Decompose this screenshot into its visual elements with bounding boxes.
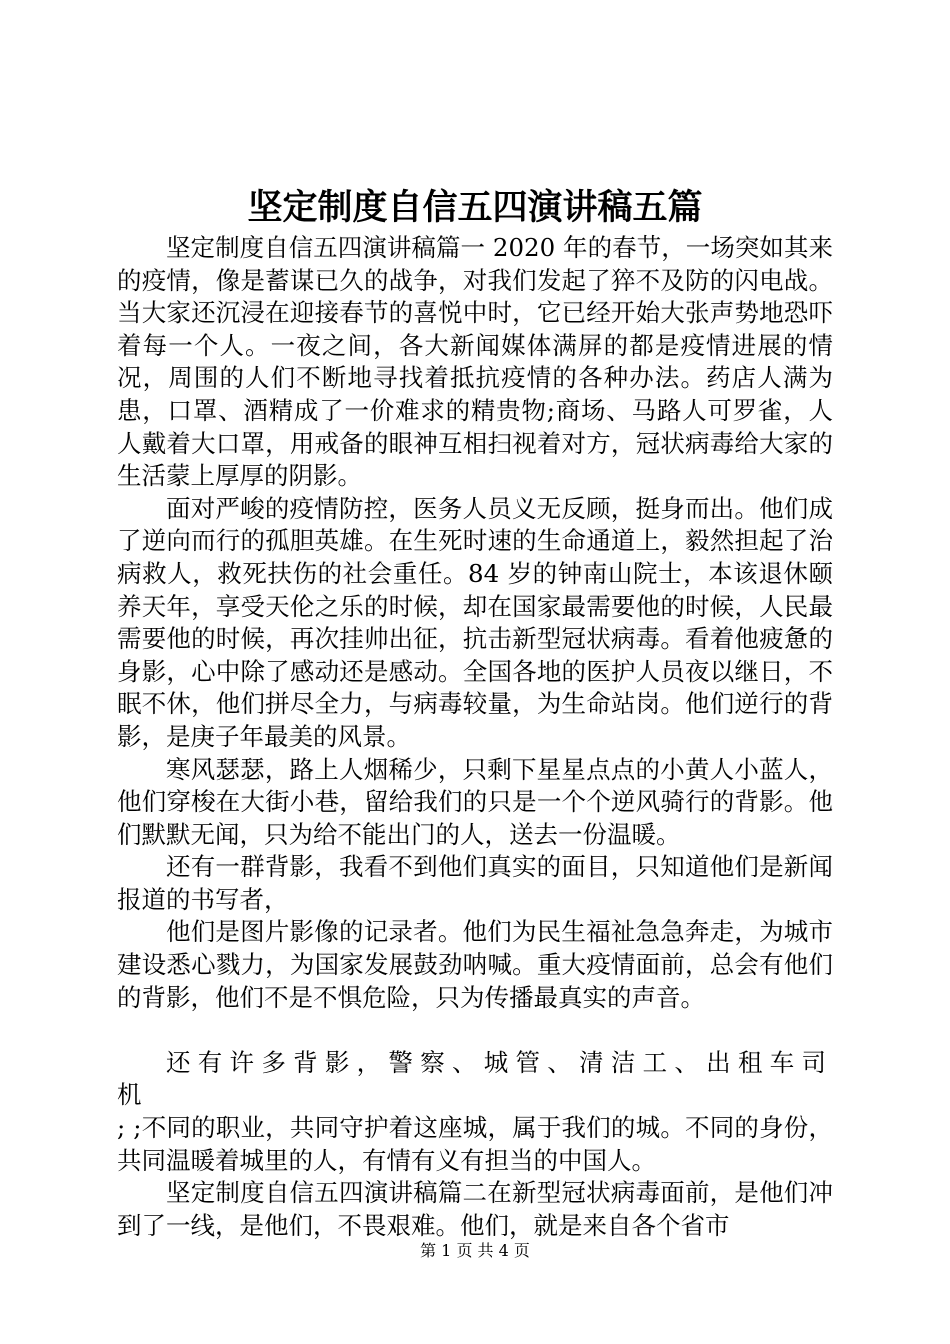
paragraph: 还有一群背影，我看不到他们真实的面目，只知道他们是新闻报道的书写者， xyxy=(117,852,833,914)
document-body xyxy=(117,232,833,1242)
document-title: 坚定制度自信五四演讲稿五篇 xyxy=(247,187,703,228)
paragraph: 坚定制度自信五四演讲稿篇二在新型冠状病毒面前，是他们冲到了一线，是他们，不畏艰难。他们，就是来自各个省市 xyxy=(117,1178,833,1240)
paragraph: 坚定制度自信五四演讲稿篇一 2020 年的春节，一场突如其来的疫情，像是蓄谋已久的战争，对我们发起了猝不及防的闪电战。当大家还沉浸在迎接春节的喜悦中时，它已经开始大张声势地恐吓着每一个人。一夜之间，各大新闻媒体满屏的都是疫情进展的情况，周围的人们不断地寻找着抵抗疫情的各种办法。药店人满为患，口罩、酒精成了一价难求的精贵物;商场、马路人可罗雀，人人戴着大口罩，用戒备的眼神互相扫视着对方，冠状病毒给大家的生活蒙上厚厚的阴影。 xyxy=(117,233,833,491)
paragraph: 寒风瑟瑟，路上人烟稀少，只剩下星星点点的小黄人小蓝人，他们穿梭在大街小巷，留给我们的只是一个个逆风骑行的背影。他们默默无闻，只为给不能出门的人，送去一份温暖。 xyxy=(117,754,833,849)
page-footer: 第 1 页 共 4 页 xyxy=(420,1241,530,1260)
paragraph: 还有许多背影，警察、城管、清洁工、出租车司机 xyxy=(117,1047,833,1110)
paragraph: ; ;不同的职业，共同守护着这座城，属于我们的城。不同的身份，共同温暖着城里的人，有情有义有担当的中国人。 xyxy=(117,1113,833,1175)
paragraph: 他们是图片影像的记录者。他们为民生福祉急急奔走，为城市建设悉心戮力，为国家发展鼓劲呐喊。重大疫情面前，总会有他们的背影，他们不是不惧危险，只为传播最真实的声音。 xyxy=(117,917,833,1012)
blank-line xyxy=(117,1014,833,1047)
paragraph: 面对严峻的疫情防控，医务人员义无反顾，挺身而出。他们成了逆向而行的孤胆英雄。在生死时速的生命通道上，毅然担起了治病救人，救死扶伤的社会重任。84 岁的钟南山院士，本该退休颐养天年，享受天伦之乐的时候，却在国家最需要他的时候，人民最需要他的时候，再次挂帅出征，抗击新型冠状病毒。看着他疲惫的身影，心中除了感动还是感动。全国各地的医护人员夜以继日，不眠不休，他们拼尽全力，与病毒较量，为生命站岗。他们逆行的背影，是庚子年最美的风景。 xyxy=(117,493,833,751)
